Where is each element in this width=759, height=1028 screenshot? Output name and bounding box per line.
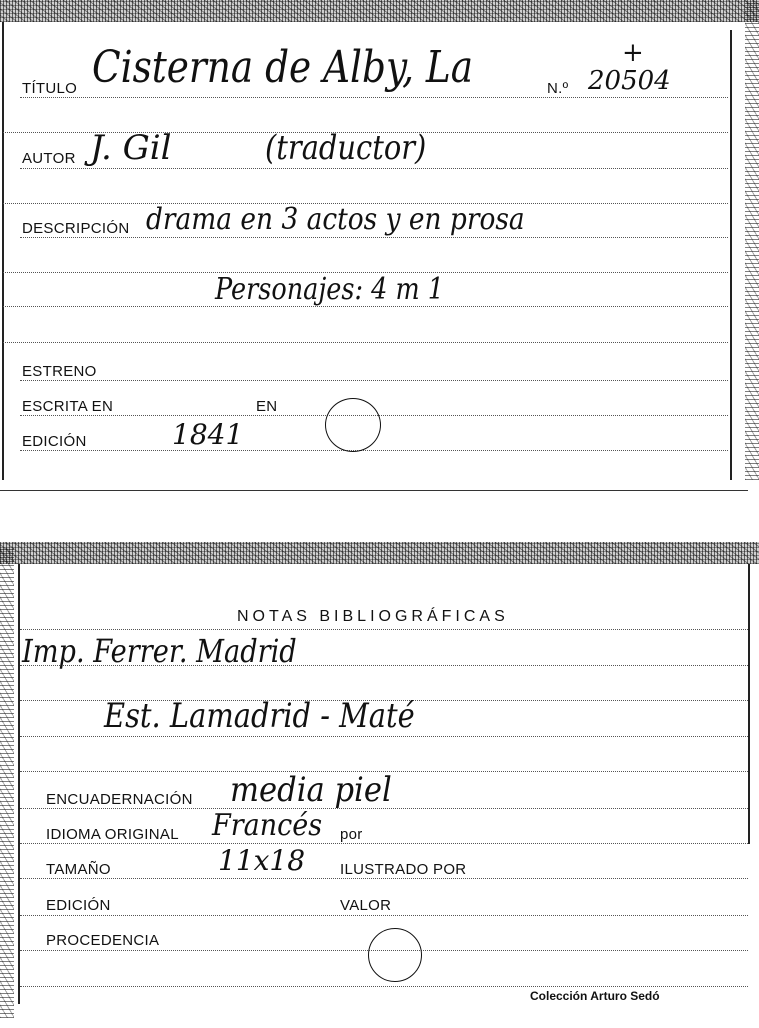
stamp-circle (368, 928, 422, 982)
card-left-edge-texture (0, 548, 14, 1018)
ruled-line (20, 450, 728, 451)
collection-footer: Colección Arturo Sedó (530, 989, 660, 1003)
autor-role-handwritten: (traductor) (265, 128, 427, 168)
descripcion-handwritten: drama en 3 actos y en prosa (146, 202, 525, 237)
descripcion-label: DESCRIPCIÓN (22, 220, 130, 237)
valor-label: VALOR (340, 897, 392, 914)
por-label: por (340, 826, 363, 843)
edicion-label: EDICIÓN (46, 897, 111, 914)
procedencia-label: PROCEDENCIA (46, 932, 160, 949)
personajes-handwritten: Personajes: 4 m 1 (215, 272, 444, 307)
ruled-line (20, 843, 748, 844)
numero-label: N.º (547, 80, 569, 97)
tamano-label: TAMAÑO (46, 861, 111, 878)
ruled-line (20, 237, 728, 238)
numero-handwritten: 20504 (588, 66, 671, 96)
card-right-border (730, 30, 732, 480)
encuadernacion-handwritten: media piel (230, 770, 392, 810)
encuadernacion-label: ENCUADERNACIÓN (46, 791, 193, 808)
escrita-en-label: ESCRITA EN (22, 398, 114, 415)
ruled-line (20, 380, 728, 381)
tamano-handwritten: 11x18 (218, 844, 306, 877)
card-top-edge-texture (0, 542, 759, 564)
estreno-label: ESTRENO (22, 363, 97, 380)
note-line2-handwritten: Est. Lamadrid - Maté (104, 696, 415, 736)
titulo-label: TÍTULO (22, 80, 78, 97)
ruled-line (3, 342, 728, 343)
ruled-line (20, 915, 748, 916)
ilustrado-label: ILUSTRADO POR (340, 861, 467, 878)
stamp-circle (325, 398, 381, 452)
idioma-handwritten: Francés (212, 808, 323, 843)
card-bottom-edge (0, 490, 748, 491)
titulo-handwritten: Cisterna de Alby, La (92, 42, 474, 93)
edicion-label: EDICIÓN (22, 433, 87, 450)
card-left-border (18, 564, 20, 1004)
idioma-label: IDIOMA ORIGINAL (46, 826, 179, 843)
catalog-card-main (0, 0, 759, 490)
note-line1-handwritten: Imp. Ferrer. Madrid (22, 632, 297, 670)
numero-mark: + (622, 38, 644, 68)
ruled-line (20, 878, 748, 879)
notas-heading: NOTAS BIBLIOGRÁFICAS (237, 608, 509, 625)
ruled-line (20, 168, 728, 169)
catalog-card-notes (0, 538, 759, 1028)
card-right-border (748, 564, 750, 844)
en-label: EN (256, 398, 278, 415)
card-top-edge-texture (0, 0, 759, 22)
ruled-line (20, 629, 748, 630)
ruled-line (20, 736, 748, 737)
ruled-line (20, 986, 748, 987)
card-left-border (2, 22, 4, 480)
edicion-handwritten: 1841 (172, 418, 244, 451)
autor-handwritten: J. Gil (90, 128, 172, 168)
autor-label: AUTOR (22, 150, 76, 167)
card-right-edge-texture (745, 0, 759, 480)
ruled-line (20, 97, 728, 98)
